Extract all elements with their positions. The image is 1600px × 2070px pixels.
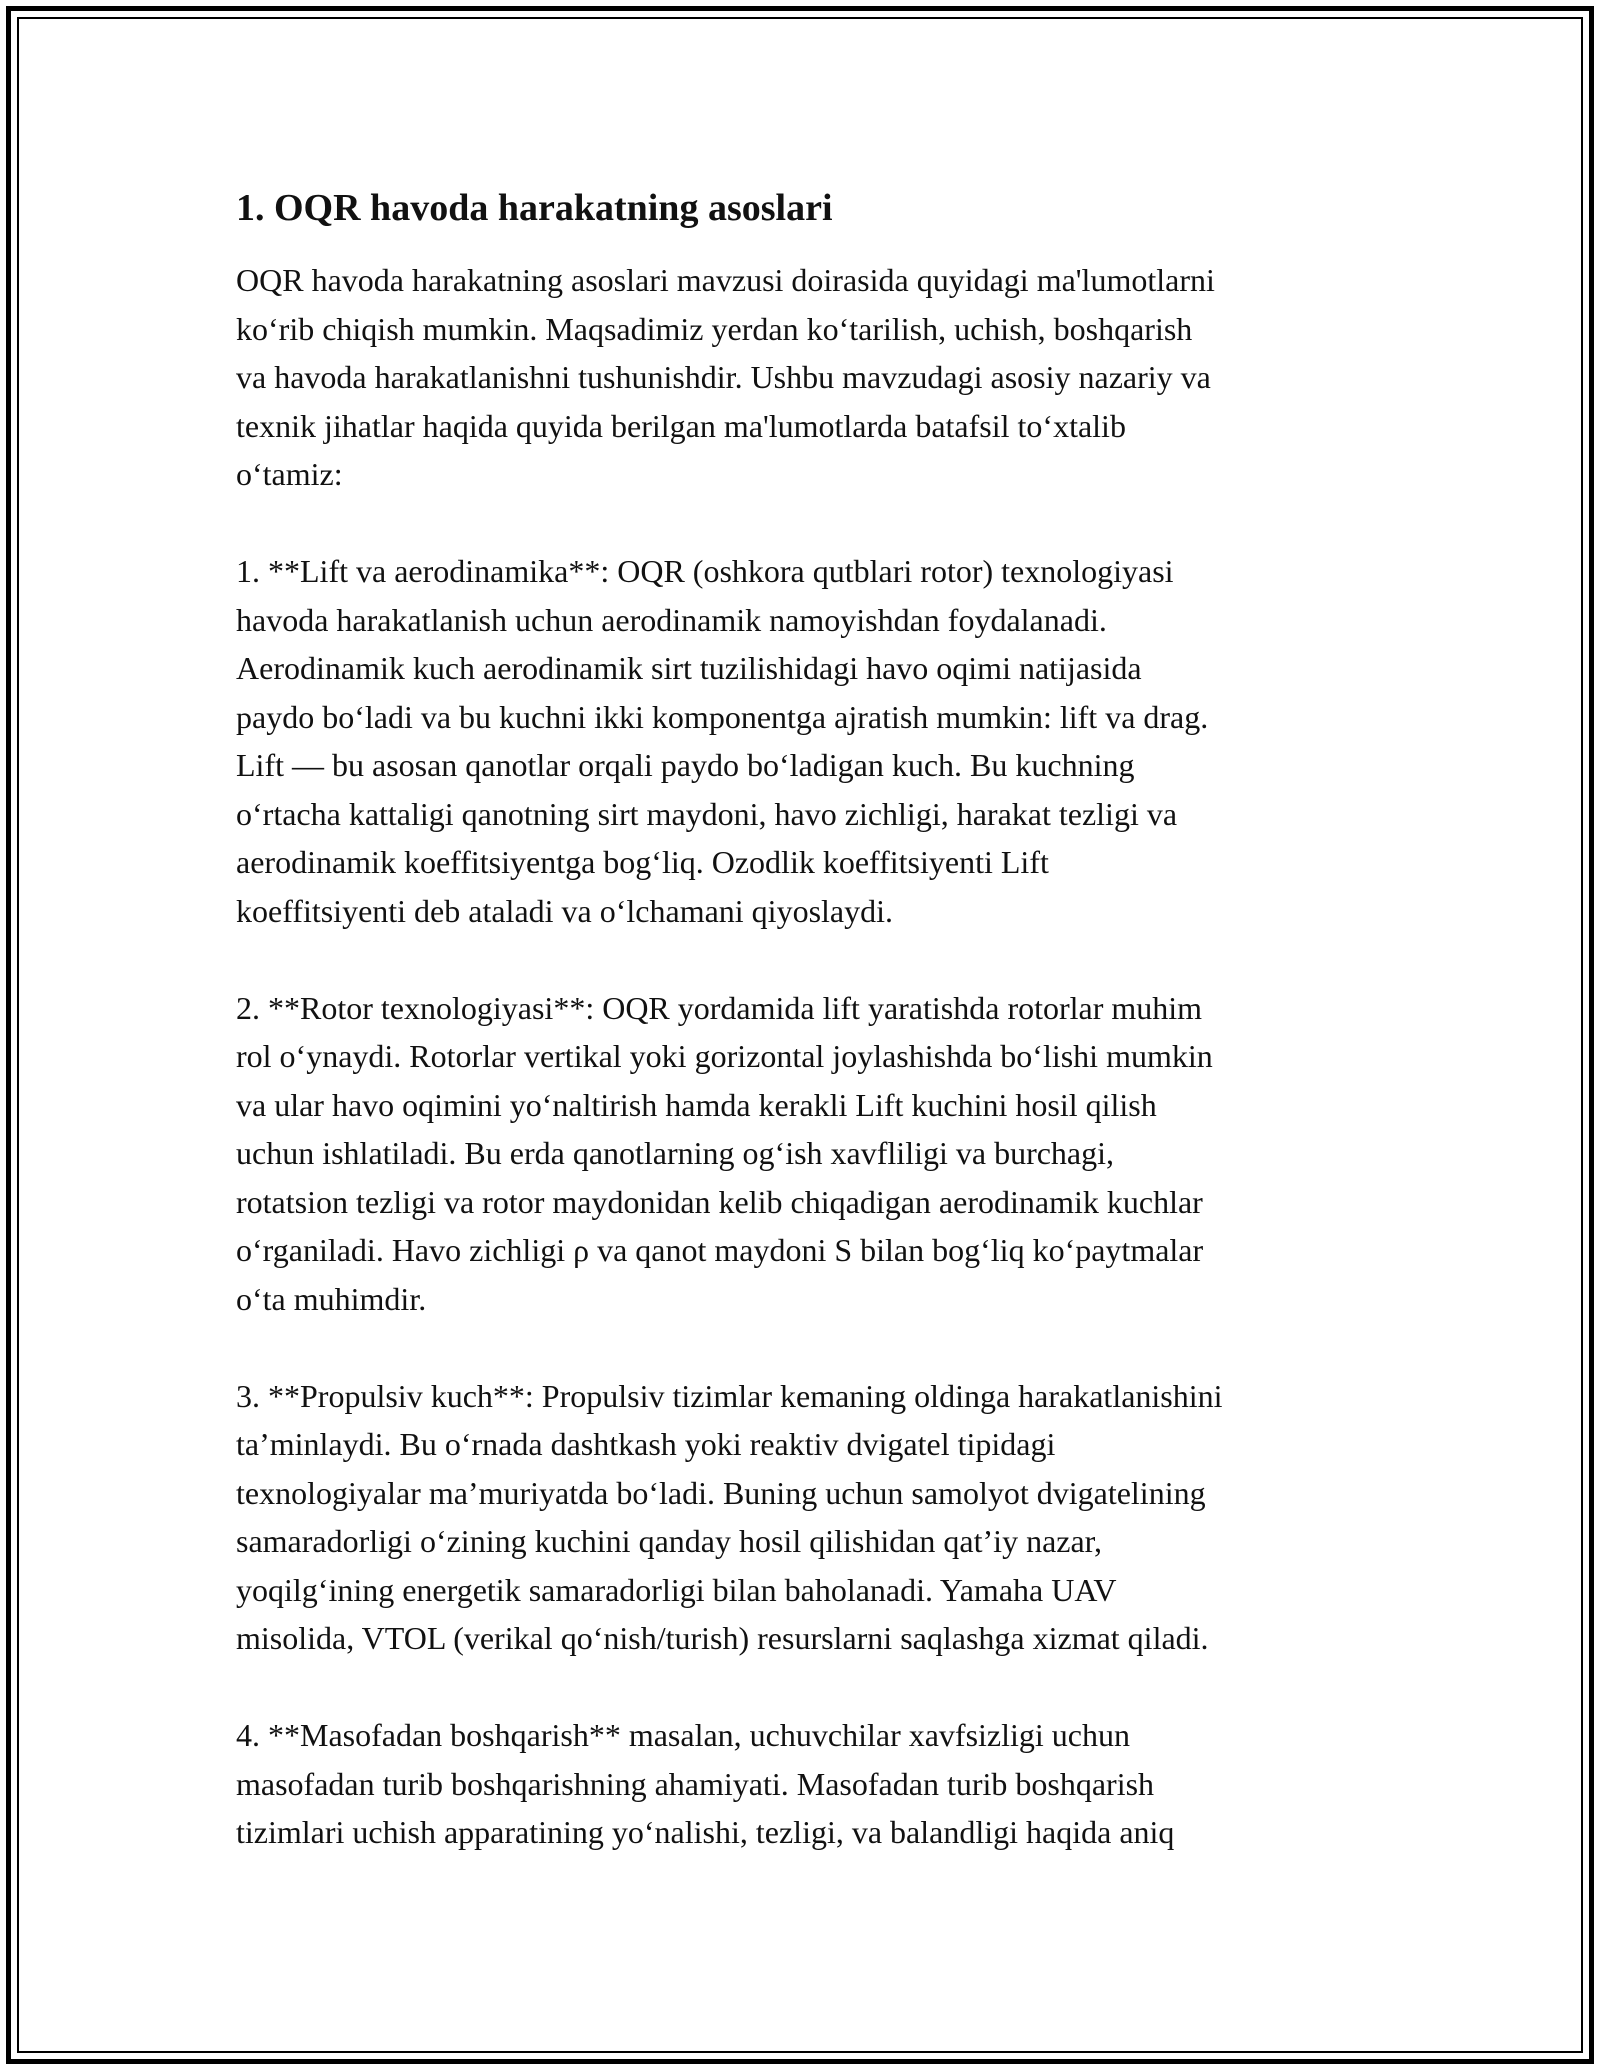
- paragraph-lift: 1. **Lift va aerodinamika**: OQR (oshkora qutblari rotor) texnologiyasi havoda harakatlanish uchun aerodinamik namoyishdan foydalanadi. Aerodinamik kuch aerodinamik sirt tuzilishidagi havo oqimi natijasida paydo bo‘ladi va bu kuchni ikki komponentga ajratish mumkin: lift va drag. Lift — bu asosan qanotlar orqali paydo bo‘ladigan kuch. Bu kuchning o‘rtacha kattaligi qanotning sirt maydoni, havo zichligi, harakat tezligi va aerodinamik koeffitsiyentga bog‘liq. Ozodlik koeffitsiyenti Lift koeffitsiyenti deb ataladi va o‘lchamani qiyoslaydi.: [236, 553, 1209, 929]
- document-title: 1. OQR havoda harakatning asoslari: [236, 187, 833, 229]
- document-body: [236, 184, 1376, 1905]
- paragraph-intro: OQR havoda harakatning asoslari mavzusi doirasida quyidagi ma'lumotlarni ko‘rib chiqish mumkin. Maqsadimiz yerdan ko‘tarilish, uchish, boshqarish va havoda harakatlanishni tushunishdir. Ushbu mavzudagi asosiy nazariy va texnik jihatlar haqida quyida berilgan ma'lumotlarda batafsil to‘xtalib o‘tamiz:: [236, 262, 1215, 492]
- paragraph-propulsion: 3. **Propulsiv kuch**: Propulsiv tizimlar kemaning oldinga harakatlanishini ta’minlaydi. Bu o‘rnada dashtkash yoki reaktiv dvigatel tipidagi texnologiyalar ma’muriyatda bo‘ladi. Buning uchun samolyot dvigatelining samaradorligi o‘zining kuchini qanday hosil qilishidan qat’iy nazar, yoqilg‘ining energetik samaradorligi bilan baholanadi. Yamaha UAV misolida, VTOL (verikal qo‘nish/turish) resurslarni saqlashga xizmat qiladi.: [236, 1377, 1223, 1656]
- paragraph-remote-control: 4. **Masofadan boshqarish** masalan, uchuvchilar xavfsizligi uchun masofadan turib boshqarishning ahamiyati. Masofadan turib boshqarish tizimlari uchish apparatining yo‘nalishi, tezligi, va balandligi haqida aniq: [236, 1717, 1175, 1850]
- paragraph-rotor: 2. **Rotor texnologiyasi**: OQR yordamida lift yaratishda rotorlar muhim rol o‘ynaydi. Rotorlar vertikal yoki gorizontal joylashishda bo‘lishi mumkin va ular havo oqimini yo‘naltirish hamda kerakli Lift kuchini hosil qilish uchun ishlatiladi. Bu erda qanotlarning og‘ish xavfliligi va burchagi, rotatsion tezligi va rotor maydonidan kelib chiqadigan aerodinamik kuchlar o‘rganiladi. Havo zichligi ρ va qanot maydoni S bilan bog‘liq ko‘paytmalar o‘ta muhimdir.: [236, 989, 1213, 1317]
